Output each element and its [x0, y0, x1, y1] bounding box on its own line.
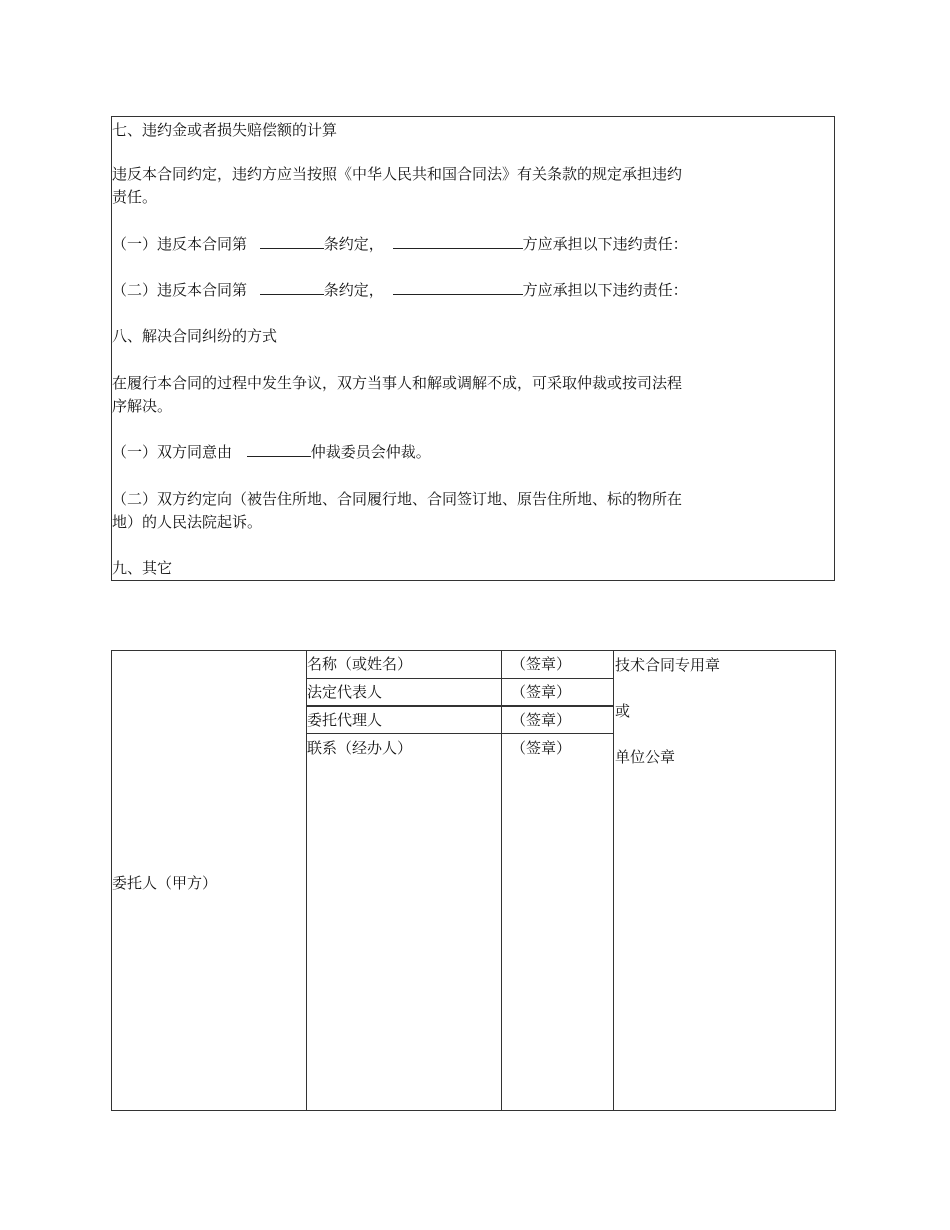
section7-item2-prefix: （二）违反本合同第 [112, 281, 248, 299]
section8-item1-suffix: 仲裁委员会仲裁。 [310, 443, 431, 461]
row-divider [306, 733, 613, 734]
section7-paragraph-line2: 责任。 [112, 188, 158, 206]
section8-paragraph-line1: 在履行本合同的过程中发生争议，双方当事人和解或调解不成，可采取仲裁或按司法程 [112, 374, 683, 392]
row-divider [306, 705, 614, 707]
section8-item2-line1: （二）双方约定向（被告住所地、合同履行地、合同签订地、原告住所地、标的物所在 [112, 490, 683, 508]
seal-or-label: 或 [615, 702, 631, 720]
section7-item1-suffix: 方应承担以下违约责任： [522, 235, 688, 253]
legal-representative-seal-label: （签章） [511, 683, 572, 701]
party-label: 委托人（甲方） [112, 874, 218, 892]
contract-clauses-box [111, 116, 835, 581]
section8-paragraph-line2: 序解决。 [112, 397, 173, 415]
contact-person-label: 联系（经办人） [307, 739, 413, 757]
column-divider [613, 651, 614, 1110]
legal-representative-label: 法定代表人 [307, 683, 383, 701]
section8-item2-line2: 地）的人民法院起诉。 [112, 513, 263, 531]
section8-heading: 八、解决合同纠纷的方式 [112, 327, 278, 345]
party-blank-2[interactable] [393, 280, 523, 295]
arbitration-committee-blank[interactable] [247, 442, 311, 457]
section7-item2-suffix: 方应承担以下违约责任： [522, 281, 688, 299]
section7-item1-prefix: （一）违反本合同第 [112, 235, 248, 253]
signature-table [111, 650, 836, 1111]
name-seal-label: （签章） [511, 655, 572, 673]
section8-item1-prefix: （一）双方同意由 [112, 443, 233, 461]
unit-seal-label: 单位公章 [615, 748, 676, 766]
section7-item1-mid: 条约定， [323, 235, 384, 253]
section9-heading: 九、其它 [112, 559, 173, 577]
section7-paragraph-line1: 违反本合同约定，违约方应当按照《中华人民共和国合同法》有关条款的规定承担违约 [112, 165, 683, 183]
section7-item1 [112, 234, 688, 254]
section8-item1 [112, 442, 431, 462]
row-divider [306, 678, 614, 679]
name-field-label: 名称（或姓名） [307, 655, 413, 673]
article-number-blank-1[interactable] [260, 234, 324, 249]
section7-item2-mid: 条约定， [323, 281, 384, 299]
contact-person-seal-label: （签章） [511, 739, 572, 757]
party-blank-1[interactable] [393, 234, 523, 249]
article-number-blank-2[interactable] [260, 280, 324, 295]
authorized-agent-label: 委托代理人 [307, 711, 383, 729]
column-divider [501, 651, 502, 1110]
authorized-agent-seal-label: （签章） [511, 711, 572, 729]
section7-item2 [112, 280, 688, 300]
section7-heading: 七、违约金或者损失赔偿额的计算 [112, 121, 338, 139]
contract-seal-label: 技术合同专用章 [615, 656, 721, 674]
